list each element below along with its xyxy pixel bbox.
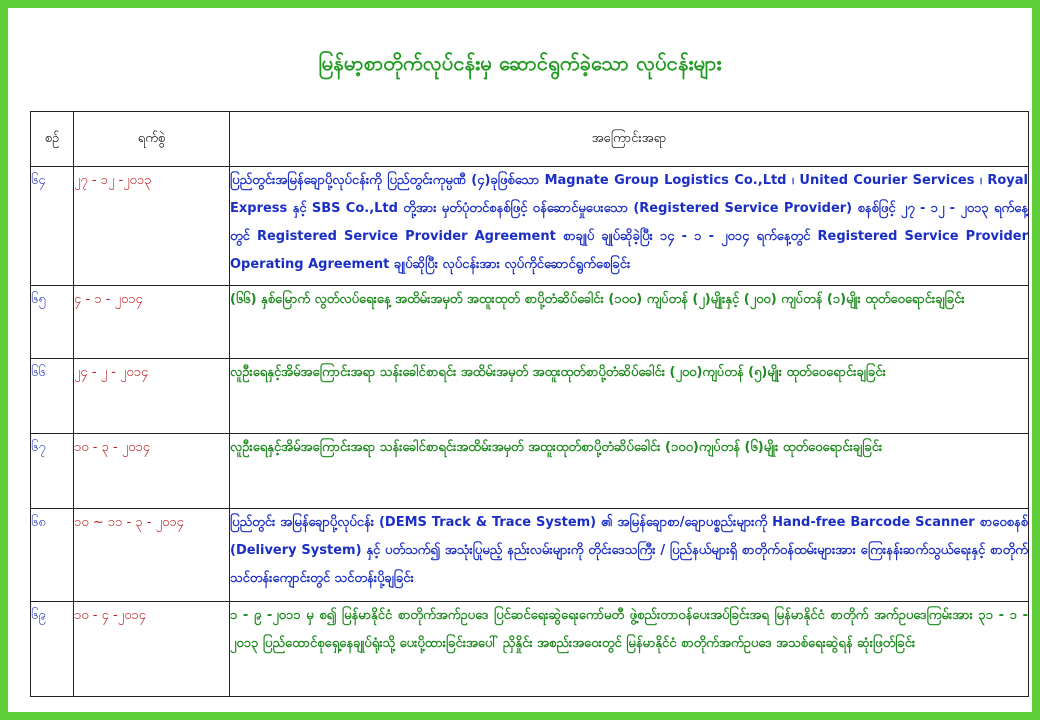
table-header-row (31, 112, 1029, 167)
row-description: ပြည်တွင်းအမြန်ချောပို့လုပ်ငန်းကို ပြည်တွင်းကုမ္ပဏီ (၄)ခုဖြစ်သော Magnate Group Logistics Co.,Ltd ၊ United Courier Services ၊ Royal Express နှင့် SBS Co.,Ltd တို့အား မှတ်ပုံတင်စနစ်ဖြင့် ဝန်ဆောင်မှုပေးသော (Registered Service Provider) စနစ်ဖြင့် ၂၇ - ၁၂ - ၂၀၁၃ ရက်နေ့တွင် Registered Service Provider Agreement စာချုပ် ချုပ်ဆိုခဲ့ပြီး ၁၄ - ၁ - ၂၀၁၄ ရက်နေ့တွင် Registered Service Provider Operating Agreement ချုပ်ဆိုပြီး လုပ်ငန်းအား လုပ်ကိုင်ဆောင်ရွက်စေခြင်း (230, 167, 1029, 286)
row-description: ၁ - ၉ -၂၀၁၁ မှ စ၍ မြန်မာနိုင်ငံ စာတိုက်အက်ဥပဒေ ပြင်ဆင်ရေးဆွဲရေးကော်မတီ ဖွဲ့စည်းတာဝန်ပေးအပ်ခြင်းအရ မြန်မာနိုင်ငံ စာတိုက် အက်ဥပဒေကြမ်းအား ၃၁ - ၁ - ၂၀၁၃ ပြည်ထောင်စုရှေ့နေချုပ်ရုံးသို့ ပေးပို့ထားခြင်းအပေါ် ညှိနှိုင်း အစည်းအဝေးတွင် မြန်မာနိုင်ငံ စာတိုက်အက်ဥပဒေ အသစ်ရေးဆွဲရန် ဆုံးဖြတ်ခြင်း (230, 602, 1029, 697)
row-description: လူဦးရေနှင့်အိမ်အကြောင်းအရာ သန်းခေါင်စာရင်း အထိမ်းအမှတ် အထူးထုတ်စာပို့တံဆိပ်ခေါင်း (၂၀၀)ကျပ်တန် (၅)မျိုး ထုတ်ဝေရောင်းချခြင်း (230, 359, 1029, 434)
table-row (31, 167, 1029, 286)
table-row (31, 359, 1029, 434)
header-date: ရက်စွဲ (74, 112, 230, 167)
header-description: အကြောင်းအရာ (230, 112, 1029, 167)
row-date: ၄ - ၁ - ၂၀၁၄ (74, 286, 230, 359)
row-description: (၆၆) နှစ်မြောက် လွတ်လပ်ရေးနေ့ အထိမ်းအမှတ် အထူးထုတ် စာပို့တံဆိပ်ခေါင်း (၁၀၀) ကျပ်တန် (၂)မျိုးနှင့် (၂၀၀) ကျပ်တန် (၁)မျိုး ထုတ်ဝေရောင်းချခြင်း (230, 286, 1029, 359)
row-number: ၆၅ (31, 286, 74, 359)
row-number: ၆၇ (31, 434, 74, 509)
header-number: စဉ် (31, 112, 74, 167)
row-date: ၂၄ - ၂ - ၂၀၁၄ (74, 359, 230, 434)
row-description: လူဦးရေနှင့်အိမ်အကြောင်းအရာ သန်းခေါင်စာရင်းအထိမ်းအမှတ် အထူးထုတ်စာပို့တံဆိပ်ခေါင်း (၁၀၀)ကျပ်တန် (၆)မျိုး ထုတ်ဝေရောင်းချခြင်း (230, 434, 1029, 509)
row-number: ၆၉ (31, 602, 74, 697)
table-row (31, 434, 1029, 509)
table-row (31, 286, 1029, 359)
table-row (31, 509, 1029, 602)
page-title: မြန်မာ့စာတိုက်လုပ်ငန်းမှ ဆောင်ရွက်ခဲ့သော လုပ်ငန်းများ (318, 51, 722, 75)
row-number: ၆၆ (31, 359, 74, 434)
row-date: ၂၇ - ၁၂ -၂၀၁၃ (74, 167, 230, 286)
row-number: ၆၄ (31, 167, 74, 286)
row-number: ၆၈ (31, 509, 74, 602)
row-description: ပြည်တွင်း အမြန်ချောပို့လုပ်ငန်း (DEMS Track & Trace System) ၏ အမြန်ချောစာ/ချောပစ္စည်းများကို Hand-free Barcode Scanner စာဝေစနစ် (Delivery System) နှင့် ပတ်သက်၍ အသုံးပြုမည့် နည်းလမ်းများကို တိုင်းဒေသကြီး / ပြည်နယ်များရှိ စာတိုက်ဝန်ထမ်းများအား ကြေးနန်းဆက်သွယ်ရေးနှင့် စာတိုက်သင်တန်းကျောင်းတွင် သင်တန်းပို့ချခြင်း (230, 509, 1029, 602)
table-row (31, 602, 1029, 697)
row-date: ၁၀ - ၄ -၂၀၁၄ (74, 602, 230, 697)
row-date: ၁၀ ~ ၁၁ - ၃ - ၂၀၁၄ (74, 509, 230, 602)
activities-table (30, 111, 1029, 697)
row-date: ၁၀ - ၃ - ၂၀၁၄ (74, 434, 230, 509)
